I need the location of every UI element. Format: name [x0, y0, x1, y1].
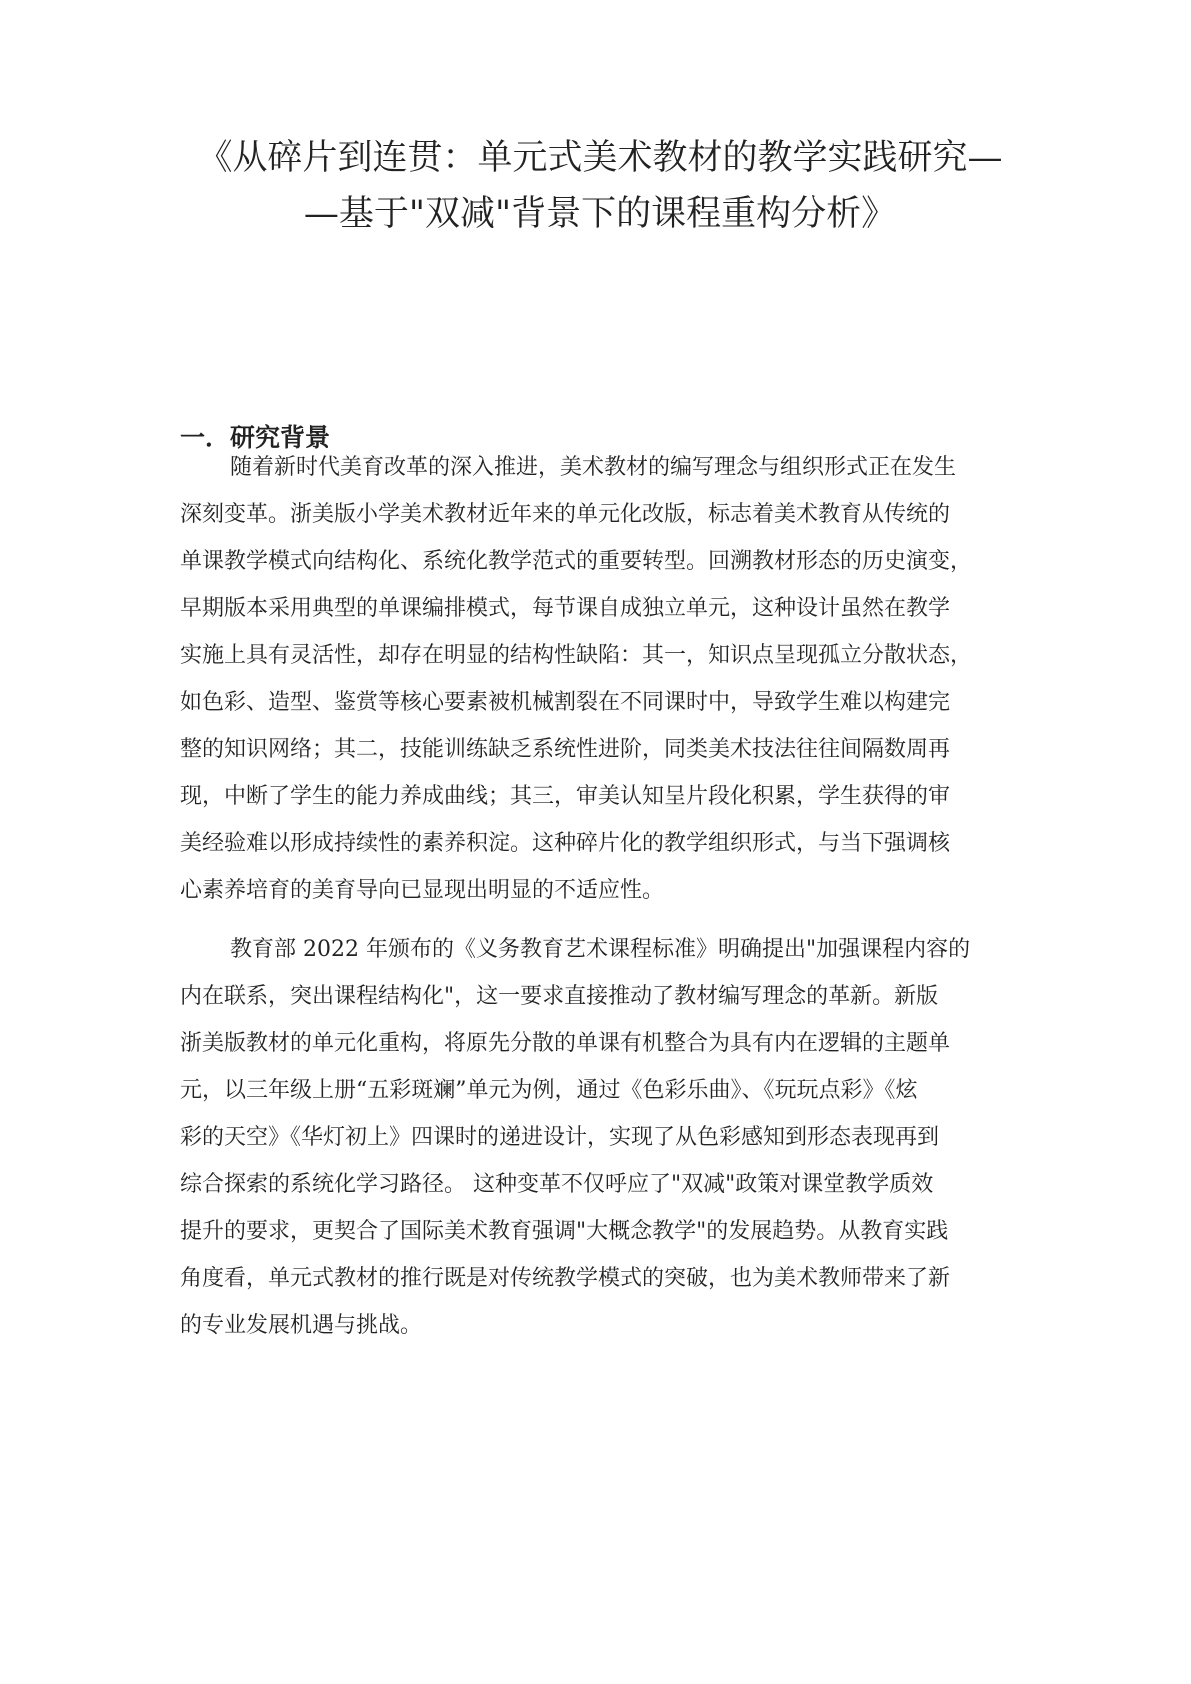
paragraph-line: 的专业发展机遇与挑战。	[180, 1313, 423, 1338]
paragraph-line: 心素养培育的美育导向已显现出明显的不适应性。	[180, 878, 665, 903]
title-line: 《从碎片到连贯：单元式美术教材的教学实践研究—	[197, 138, 1003, 178]
paragraph-line: 教育部 2022 年颁布的《义务教育艺术课程标准》明确提出"加强课程内容的	[230, 937, 971, 962]
paragraph-line: 内在联系，突出课程结构化"，这一要求直接推动了教材编写理念的革新。新版	[180, 984, 939, 1009]
paragraph-line: 角度看，单元式教材的推行既是对传统教学模式的突破，也为美术教师带来了新	[180, 1266, 951, 1291]
paragraph-1	[180, 444, 1012, 914]
section-heading: 一．研究背景	[180, 423, 331, 452]
paragraph-line: 单课教学模式向结构化、系统化教学范式的重要转型。回溯教材形态的历史演变，	[180, 549, 973, 574]
paragraph-line: 早期版本采用典型的单课编排模式，每节课自成独立单元，这种设计虽然在教学	[180, 596, 951, 621]
paragraph-line: 随着新时代美育改革的深入推进，美术教材的编写理念与组织形式正在发生	[230, 455, 957, 480]
document-title	[170, 130, 1030, 242]
paragraph-line: 浙美版教材的单元化重构，将原先分散的单课有机整合为具有内在逻辑的主题单	[180, 1031, 951, 1056]
paragraph-line: 综合探索的系统化学习路径。 这种变革不仅呼应了"双减"政策对课堂教学质效	[180, 1172, 934, 1197]
title-line: —基于"双减"背景下的课程重构分析》	[303, 194, 897, 234]
paragraph-line: 深刻变革。浙美版小学美术教材近年来的单元化改版，标志着美术教育从传统的	[180, 502, 951, 527]
paragraph-line: 如色彩、造型、鉴赏等核心要素被机械割裂在不同课时中，导致学生难以构建完	[180, 690, 951, 715]
paragraph-line: 现，中断了学生的能力养成曲线；其三，审美认知呈片段化积累，学生获得的审	[180, 784, 951, 809]
paragraph-line: 实施上具有灵活性，却存在明显的结构性缺陷：其一，知识点呈现孤立分散状态，	[180, 643, 973, 668]
paragraph-line: 提升的要求，更契合了国际美术教育强调"大概念教学"的发展趋势。从教育实践	[180, 1219, 949, 1244]
paragraph-2	[180, 926, 1012, 1349]
paragraph-line: 美经验难以形成持续性的素养积淀。这种碎片化的教学组织形式，与当下强调核	[180, 831, 951, 856]
paragraph-line: 元，以三年级上册“五彩斑斓”单元为例，通过《色彩乐曲》、《玩玩点彩》《炫	[180, 1078, 918, 1103]
paragraph-line: 彩的天空》《华灯初上》四课时的递进设计，实现了从色彩感知到形态表现再到	[180, 1125, 940, 1150]
paragraph-line: 整的知识网络；其二，技能训练缺乏系统性进阶，同类美术技法往往间隔数周再	[180, 737, 951, 762]
